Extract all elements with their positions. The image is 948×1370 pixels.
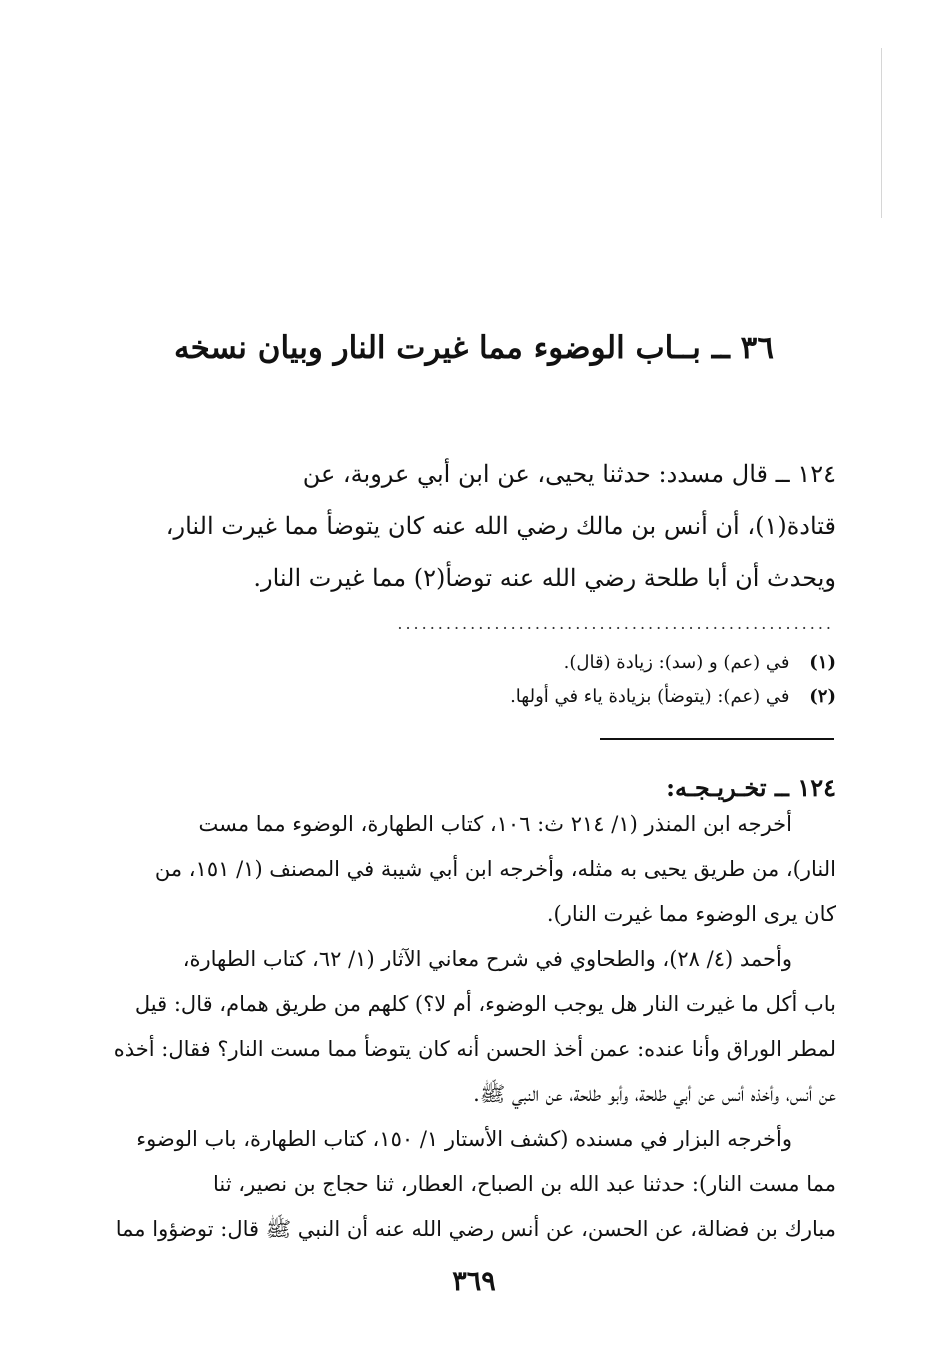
footnote-number: (٢)	[809, 686, 836, 707]
hadith-line: ويحدث أن أبا طلحة رضي الله عنه توضأ(٢) مما غيرت النار.	[253, 564, 836, 592]
takhrij-heading: ١٢٤ ــ تخـريـجـه:	[666, 773, 836, 802]
hadith-line: ١٢٤ ــ قال مسدد: حدثنا يحيى، عن ابن أبي عروبة، عن	[302, 460, 836, 488]
footnote-text: في (عم) و (سد): زيادة (قال).	[563, 652, 790, 673]
footnote-separator: ......................................................	[397, 614, 834, 633]
section-divider	[600, 738, 834, 740]
footnote-item	[112, 646, 836, 680]
hadith-line: قتادة(١)، أن أنس بن مالك رضي الله عنه كان يتوضأ مما غيرت النار،	[165, 512, 836, 540]
takhrij-line: مما مست النار): حدثنا عبد الله بن الصباح، العطار، ثنا حجاج بن نصير، ثنا	[213, 1172, 836, 1196]
takhrij-line: وأحمد (٤/ ٢٨)، والطحاوي في شرح معاني الآثار (١/ ٦٢، كتاب الطهارة،	[182, 947, 792, 971]
footnote-number: (١)	[809, 652, 836, 673]
footnote-item	[112, 680, 836, 714]
takhrij-line: كان يرى الوضوء مما غيرت النار).	[546, 902, 836, 926]
footnote-text: في (عم): (يتوضأ) بزيادة ياء في أولها.	[510, 686, 790, 707]
takhrij-line: باب أكل ما غيرت النار هل يوجب الوضوء، أم لا؟) كلهم من طريق همام، قال: قيل	[134, 992, 836, 1016]
takhrij-line: عن أنس، وأخذه أنس عن أبي طلحة، وأبو طلحة، عن النبي ﷺ.	[473, 1082, 836, 1106]
takhrij-text	[112, 802, 836, 1252]
takhrij-line: مبارك بن فضالة، عن الحسن، عن أنس رضي الله عنه أن النبي ﷺ قال: توضؤوا مما	[115, 1217, 836, 1241]
takhrij-line: أخرجه ابن المنذر (١/ ٢١٤ ث: ١٠٦، كتاب الطهارة، الوضوء مما مست	[198, 812, 792, 836]
footnotes	[112, 646, 836, 714]
page-edge-rule	[881, 48, 882, 218]
takhrij-line: وأخرجه البزار في مسنده (كشف الأستار ١/ ١٥٠، كتاب الطهارة، باب الوضوء	[136, 1127, 792, 1151]
takhrij-line: النار)، من طريق يحيى به مثله، وأخرجه ابن أبي شيبة في المصنف (١/ ١٥١، من	[154, 857, 836, 881]
takhrij-line: لمطر الوراق وأنا عنده: عمن أخذ الحسن أنه كان يتوضأ مما مست النار؟ فقال: أخذه	[113, 1037, 836, 1061]
chapter-title: ٣٦ ــ بــاب الوضوء مما غيرت النار وبيان نسخه	[174, 330, 774, 366]
page-number: ٣٦٩	[452, 1266, 496, 1297]
hadith-text	[112, 448, 836, 604]
